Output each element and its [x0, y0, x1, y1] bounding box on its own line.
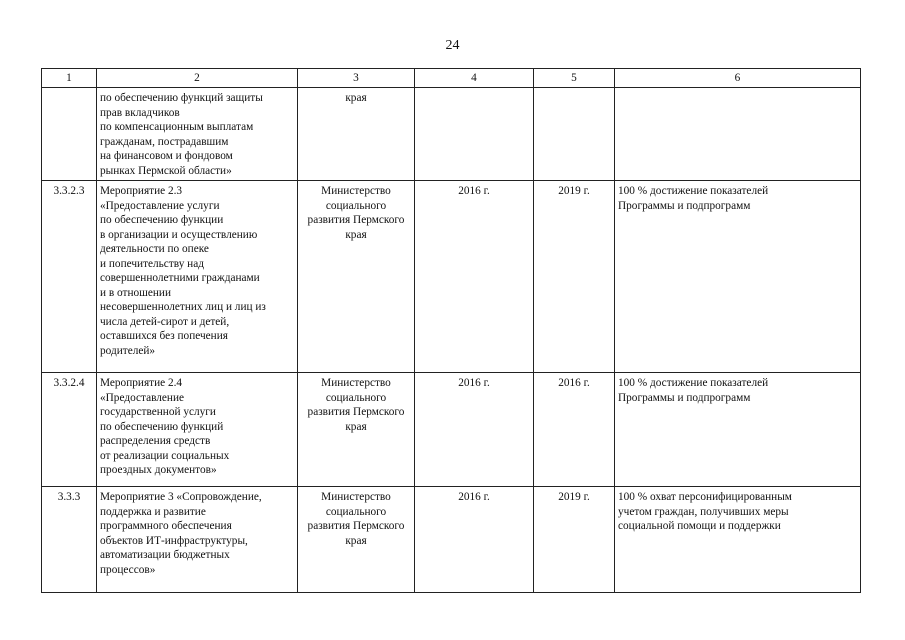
start-date-cell: 2016 г.	[415, 487, 534, 593]
activity-name-cell-line: числа детей-сирот и детей,	[100, 315, 230, 328]
expected-result-cell-line: Программы и подпрограмм	[618, 199, 751, 212]
activity-name-cell-line: «Предоставление	[100, 391, 185, 404]
column-header: 3	[298, 69, 415, 88]
activity-name-cell-line: на финансовом и фондовом	[100, 150, 233, 162]
activity-name-cell-line: автоматизации бюджетных	[100, 549, 230, 561]
activity-name-cell-line: процессов»	[100, 563, 156, 576]
start-date-cell	[415, 88, 534, 181]
executor-cell-line: развития Пермского	[307, 214, 405, 226]
item-number-cell: 3.3.2.3	[42, 181, 97, 373]
activity-name-cell-line: несовершеннолетних лиц и лиц из	[100, 301, 266, 313]
expected-result-cell-line: 100 % охват персонифицированным	[618, 491, 792, 503]
activity-name-cell-line: в организации и осуществлению	[100, 228, 258, 241]
activity-name-cell-line: государственной услуги	[100, 406, 216, 418]
expected-result-cell-line: Программы и подпрограмм	[618, 391, 751, 404]
executor-cell-line: социального	[325, 199, 387, 212]
activity-name-cell-line: гражданам, пострадавшим	[100, 135, 229, 148]
activity-name-cell-line: оставшихся без попечения	[100, 330, 228, 342]
activity-name-cell-line: программного обеспечения	[100, 520, 232, 532]
item-number-cell: 3.3.2.4	[42, 373, 97, 487]
expected-result-cell-line: 100 % достижение показателей	[618, 377, 769, 389]
expected-result-cell-line: 100 % достижение показателей	[618, 185, 769, 197]
activity-name-cell-line: поддержка и развитие	[100, 505, 206, 518]
activity-name-cell-line: по обеспечению функции	[100, 214, 224, 226]
end-date-cell: 2019 г.	[534, 181, 615, 373]
column-header: 1	[42, 69, 97, 88]
column-header: 4	[415, 69, 534, 88]
expected-result-cell-line: социальной помощи и поддержки	[618, 520, 781, 532]
activity-name-cell-line: совершеннолетними гражданами	[100, 272, 260, 284]
start-date-cell: 2016 г.	[415, 373, 534, 487]
executor-cell-line: социального	[325, 391, 387, 404]
activity-name-cell-line: по обеспечению функций защиты	[100, 92, 263, 104]
item-number-cell	[42, 88, 97, 181]
activity-name-cell-line: объектов ИТ-инфраструктуры,	[100, 534, 248, 547]
activity-name-cell-line: распределения средств	[100, 435, 211, 447]
item-number-cell: 3.3.3	[42, 487, 97, 593]
executor-cell	[298, 181, 415, 373]
activity-name-cell-line: Мероприятие 3 «Сопровождение,	[100, 491, 262, 503]
activity-name-cell-line: родителей»	[100, 344, 156, 357]
activity-name-cell-line: и попечительству над	[100, 257, 204, 270]
executor-cell-line: Министерство	[321, 377, 391, 389]
executor-cell-line: социального	[325, 505, 387, 518]
column-header: 5	[534, 69, 615, 88]
activity-name-cell	[97, 181, 298, 373]
table-row	[42, 88, 861, 181]
activity-name-cell	[97, 373, 298, 487]
expected-result-cell	[615, 373, 861, 487]
table-row	[42, 487, 861, 593]
table-row	[42, 373, 861, 487]
executor-cell	[298, 487, 415, 593]
executor-cell-line: Министерство	[321, 491, 391, 503]
activity-name-cell-line: по компенсационным выплатам	[100, 121, 254, 133]
executor-cell-line: края	[345, 92, 367, 104]
activity-name-cell-line: Мероприятие 2.4	[100, 377, 183, 389]
activity-name-cell-line: от реализации социальных	[100, 449, 230, 462]
activity-name-cell	[97, 487, 298, 593]
program-table	[41, 68, 861, 593]
executor-cell-line: Министерство	[321, 185, 391, 197]
executor-cell-line: развития Пермского	[307, 406, 405, 418]
activity-name-cell-line: прав вкладчиков	[100, 106, 180, 119]
activity-name-cell-line: Мероприятие 2.3	[100, 185, 183, 197]
activity-name-cell-line: и в отношении	[100, 286, 172, 299]
expected-result-cell-line: учетом граждан, получивших меры	[618, 505, 789, 518]
activity-name-cell-line: проездных документов»	[100, 464, 217, 476]
end-date-cell: 2016 г.	[534, 373, 615, 487]
activity-name-cell	[97, 88, 298, 181]
end-date-cell	[534, 88, 615, 181]
executor-cell-line: края	[345, 534, 367, 547]
table-body	[42, 88, 861, 593]
expected-result-cell	[615, 181, 861, 373]
activity-name-cell-line: рынках Пермской области»	[100, 164, 232, 177]
executor-cell-line: развития Пермского	[307, 520, 405, 532]
executor-cell	[298, 373, 415, 487]
executor-cell-line: края	[345, 228, 367, 241]
activity-name-cell-line: «Предоставление услуги	[100, 199, 220, 212]
expected-result-cell	[615, 88, 861, 181]
table-header-row	[42, 69, 861, 88]
table-row	[42, 181, 861, 373]
column-header: 2	[97, 69, 298, 88]
activity-name-cell-line: деятельности по опеке	[100, 243, 209, 255]
executor-cell	[298, 88, 415, 181]
page-number: 24	[445, 38, 460, 53]
expected-result-cell	[615, 487, 861, 593]
column-header: 6	[615, 69, 861, 88]
end-date-cell: 2019 г.	[534, 487, 615, 593]
start-date-cell: 2016 г.	[415, 181, 534, 373]
executor-cell-line: края	[345, 420, 367, 433]
activity-name-cell-line: по обеспечению функций	[100, 420, 224, 433]
